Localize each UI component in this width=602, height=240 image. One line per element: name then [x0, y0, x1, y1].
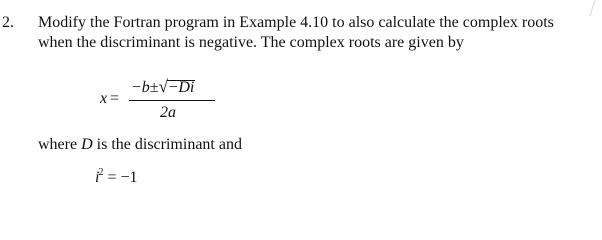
where-text-before: where — [38, 136, 82, 153]
question-text — [38, 13, 590, 53]
question-line-1: Modify the Fortran program in Example 4.10 to also calculate the complex roots — [38, 14, 554, 31]
fraction-bar — [129, 100, 215, 101]
i-symbol: i — [95, 169, 100, 186]
square-root-symbol: √ — [158, 77, 168, 96]
equation-denominator — [160, 104, 176, 122]
question-number: 2. — [2, 14, 14, 31]
square-root — [159, 79, 196, 97]
where-text-after: is the discriminant and — [92, 136, 242, 153]
scan-mark — [589, 0, 601, 16]
where-statement — [38, 135, 242, 155]
equation-numerator — [131, 79, 195, 97]
exponent-two: 2 — [98, 167, 104, 178]
where-variable-d: D — [81, 136, 93, 153]
denominator-text: 2a — [160, 104, 176, 121]
question-line-2: when the discriminant is negative. The complex roots are given by — [38, 34, 464, 51]
i-squared-equation — [95, 167, 138, 187]
equation2-rest: = −1 — [103, 169, 138, 186]
complex-roots-equation — [100, 79, 220, 125]
radicand: −Di — [167, 79, 195, 96]
numerator-minus-b: −b — [131, 79, 150, 96]
equation-lhs-x: x — [100, 90, 108, 107]
numerator-plus-minus: ± — [149, 79, 159, 96]
equation-equals-sign: = — [110, 90, 120, 107]
square-root-overbar — [167, 80, 196, 81]
